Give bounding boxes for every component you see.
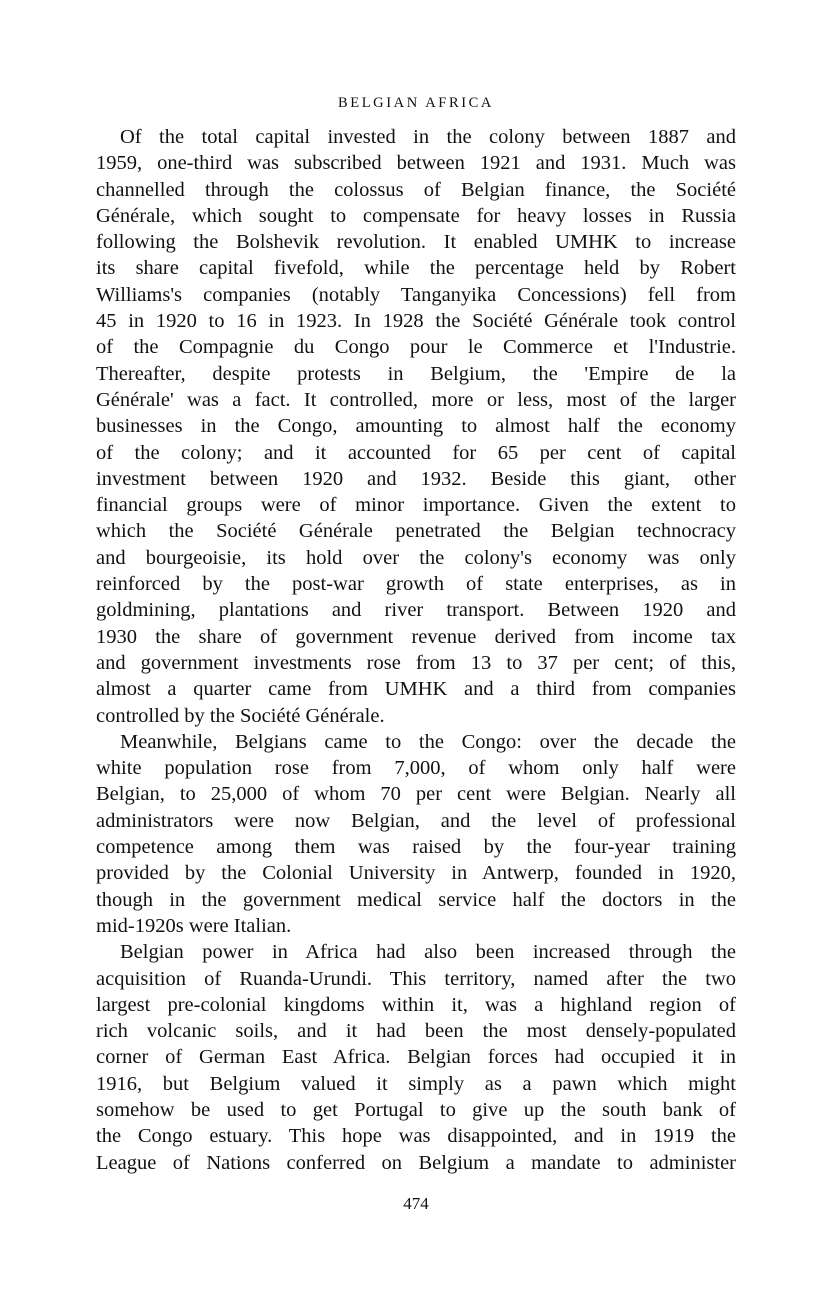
text-line: businesses in the Congo, amounting to almost half the economy [96,415,736,438]
text-line: 45 in 1920 to 16 in 1923. In 1928 the Société Générale took control [96,310,736,333]
text-line: largest pre-colonial kingdoms within it, was a highland region of [96,993,736,1016]
text-line: controlled by the Société Générale. [96,704,385,727]
paragraph-3 [96,939,736,1176]
text-line: Générale' was a fact. It controlled, more or less, most of the larger [96,388,736,411]
text-line: corner of German East Africa. Belgian forces had occupied it in [96,1046,736,1069]
text-line: Thereafter, despite protests in Belgium, the 'Empire de la [96,362,736,385]
text-line: of the Compagnie du Congo pour le Commerce et l'Industrie. [96,336,736,359]
text-line: competence among them was raised by the four-year training [96,836,736,859]
text-line: Meanwhile, Belgians came to the Congo: over the decade the [120,730,736,753]
text-line: financial groups were of minor importance. Given the extent to [96,494,736,517]
text-line: though in the government medical service half the doctors in the [96,888,736,911]
text-line: Belgian power in Africa had also been increased through the [120,941,736,964]
text-line: channelled through the colossus of Belgian finance, the Société [96,178,736,201]
text-line: which the Société Générale penetrated the Belgian technocracy [96,520,736,543]
page-number: 474 [403,1194,429,1213]
text-line: Of the total capital invested in the colony between 1887 and [120,126,736,148]
text-line: 1916, but Belgium valued it simply as a pawn which might [96,1072,736,1095]
text-line: of the colony; and it accounted for 65 per cent of capital [96,441,736,464]
text-line: Williams's companies (notably Tanganyika Concessions) fell from [96,283,736,306]
text-line: the Congo estuary. This hope was disappointed, and in 1919 the [96,1125,736,1148]
book-page [96,0,736,1300]
text-line: 1959, one-third was subscribed between 1921 and 1931. Much was [96,152,736,175]
text-line: mid-1920s were Italian. [96,914,292,937]
text-line: its share capital fivefold, while the percentage held by Robert [96,257,736,280]
text-line: League of Nations conferred on Belgium a mandate to administer [96,1151,736,1174]
running-head: BELGIAN AFRICA [337,95,495,111]
text-line: following the Bolshevik revolution. It enabled UMHK to increase [96,231,736,254]
text-line: administrators were now Belgian, and the level of professional [96,809,736,832]
text-line: rich volcanic soils, and it had been the most densely-populated [96,1020,736,1043]
text-line: almost a quarter came from UMHK and a third from companies [96,678,736,701]
text-line: reinforced by the post-war growth of state enterprises, as in [96,573,736,596]
text-line: goldmining, plantations and river transport. Between 1920 and [96,599,736,622]
paragraph-2 [96,729,736,939]
body-text [96,124,736,1176]
text-line: Générale, which sought to compensate for heavy losses in Russia [96,204,736,227]
text-line: acquisition of Ruanda-Urundi. This territory, named after the two [96,967,736,990]
text-line: 1930 the share of government revenue derived from income tax [96,625,736,648]
paragraph-1 [96,124,736,729]
text-line: investment between 1920 and 1932. Beside this giant, other [96,467,736,490]
text-line: white population rose from 7,000, of whom only half were [96,757,736,780]
text-line: somehow be used to get Portugal to give up the south bank of [96,1098,736,1121]
text-line: Belgian, to 25,000 of whom 70 per cent were Belgian. Nearly all [96,783,736,806]
text-line: provided by the Colonial University in Antwerp, founded in 1920, [96,862,736,885]
text-line: and government investments rose from 13 to 37 per cent; of this, [96,651,736,674]
text-line: and bourgeoisie, its hold over the colony's economy was only [96,546,736,569]
